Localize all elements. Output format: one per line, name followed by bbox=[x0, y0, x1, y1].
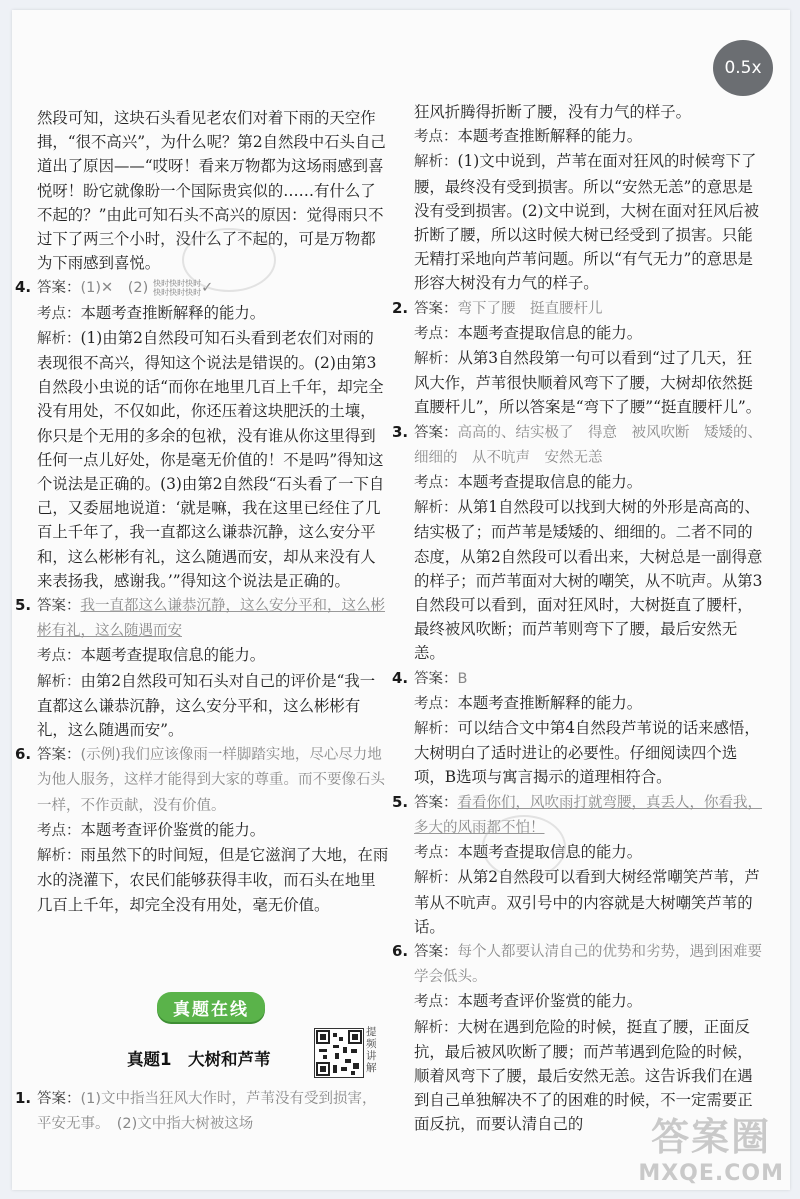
point-text: 本题考查推断解释的能力。 bbox=[80, 303, 266, 322]
analysis-text: (1)由第2自然段可知石头看到老农们对雨的表现很不高兴，得知这个说法是错误的。(2)由第3自然段小虫说的话“而你在地里几百上千年，却完全没有用处，不仅如此，你还压着这块肥沃的土壤，你只是个无用的多余的包袱，没有谁从你这里得到任何一点儿好处，你是毫无价值的！不是吗”得知这个说法是正确的。(3)由第2自然段“石头看了一下自己，又委屈地说道：‘就是嘛，我在这里已经住了几百上千年了，我一直都这么谦恭沉静，这么安分平和，这么彬彬有礼，这么随遇而安，却从来没有人来表扬我，感谢我。’”得知这个说法是正确的。 bbox=[37, 328, 385, 590]
analysis-label: 解析： bbox=[414, 870, 458, 887]
point-text: 本题考查推断解释的能力。 bbox=[457, 127, 643, 146]
item-number: 2. bbox=[392, 298, 409, 317]
paragraph-continued: 然段可知，这块石头看见老农们对着下雨的天空作揖，“很不高兴”，为什么呢？第2自然段中石头自己道出了原因——“哎呀！看来万物都为这场雨感到喜悦呀！盼它就像盼一个国际贵宾似的……有什么了不起的？”由此可知石头不高兴的原因：觉得雨只不过下了两三个小时，没什么了不起的，可是万物都为下雨感到喜悦。 bbox=[37, 109, 386, 273]
answer-label: 答案： bbox=[414, 424, 458, 441]
point-label: 考点： bbox=[37, 648, 81, 665]
analysis-label: 解析： bbox=[414, 154, 458, 171]
analysis-text: 大树在遇到危险的时候，挺直了腰，正面反抗，最后被风吹断了腰；而芦苇遇到危险的时候，顺着风弯下了腰，最后安然无恙。这告诉我们在遇到自己单独解决不了的困难的时候，不一定需要正面反抗，而要认清自己的 bbox=[414, 1017, 753, 1134]
answer-item-2 bbox=[392, 296, 766, 420]
right-column bbox=[392, 100, 766, 1137]
answer-text: 高高的、结实极了 得意 被风吹断 矮矮的、细细的 从不吭声 安然无恙 bbox=[414, 424, 762, 466]
left-column bbox=[15, 106, 389, 917]
answer-label: 答案： bbox=[414, 300, 458, 317]
answer-text: 看看你们，风吹雨打就弯腰，真丢人，你看我，多大的风雨都不怕！ bbox=[414, 794, 762, 836]
analysis-text: 从第3自然段第一句可以看到“过了几天，狂风大作，芦苇很快顺着风弯下了腰，大树却依然挺直腰杆儿”，所以答案是“弯下了腰”“挺直腰杆儿”。 bbox=[414, 349, 762, 417]
analysis-label: 解析： bbox=[414, 351, 458, 368]
item-number: 6. bbox=[15, 745, 32, 764]
point-label: 考点： bbox=[414, 325, 458, 342]
watermark-stamp bbox=[482, 815, 566, 879]
point-label: 考点： bbox=[414, 845, 458, 862]
item-number: 4. bbox=[392, 668, 409, 687]
analysis-label: 解析： bbox=[37, 848, 81, 865]
answer-item-1 bbox=[15, 1086, 389, 1136]
analysis-label: 解析： bbox=[414, 500, 458, 517]
answer-text: (示例)我们应该像雨一样脚踏实地，尽心尽力地为他人服务，这样才能得到大家的尊重。而不要像石头一样，不作贡献，没有价值。 bbox=[37, 747, 385, 814]
answer-label: 答案： bbox=[37, 598, 81, 615]
answer-label: 答案： bbox=[37, 1091, 81, 1107]
answer-text: (1)文中指当狂风大作时，芦苇没有受到损害，平安无事。 (2)文中指大树被这场 bbox=[37, 1091, 377, 1133]
point-text: 本题考查提取信息的能力。 bbox=[457, 323, 643, 342]
point-label: 考点： bbox=[414, 695, 458, 712]
analysis-text: (1)文中说到，芦苇在面对狂风的时候弯下了腰，最终没有受到损害。所以“安然无恙”的意思是没有受到损害。(2)文中说到，大树在面对狂风后被折断了腰，所以这时候大树已经受到了损害。只能无精打采地向芦苇问题。所以“有气无力”的意思是形容大树没有力气的样子。 bbox=[414, 152, 760, 293]
answer-label: 答案： bbox=[37, 280, 81, 297]
zoom-level-badge[interactable]: 0.5x bbox=[713, 40, 773, 96]
analysis-label: 解析： bbox=[414, 1019, 458, 1036]
answer-text: 弯下了腰 挺直腰杆儿 bbox=[457, 300, 603, 317]
analysis-label: 解析： bbox=[37, 673, 81, 690]
analysis-text: 雨虽然下的时间短，但是它滋润了大地，在雨水的浇灌下，农民们能够获得丰收，而石头在地里几百上千年，却完全没有用处，毫无价值。 bbox=[37, 846, 389, 914]
qr-code-icon[interactable] bbox=[314, 1028, 364, 1078]
answer-text: B bbox=[457, 670, 468, 687]
item-number: 1. bbox=[15, 1089, 32, 1107]
answer-item-3 bbox=[392, 420, 766, 666]
item-number: 5. bbox=[15, 596, 32, 615]
left-bottom bbox=[15, 1086, 389, 1136]
answer-item-5 bbox=[15, 593, 389, 742]
check-mark: ✓ bbox=[201, 280, 214, 297]
item-number: 3. bbox=[392, 422, 409, 441]
point-label: 考点： bbox=[37, 305, 81, 322]
point-label: 考点： bbox=[414, 475, 458, 492]
analysis-text: 由第2自然段可知石头对自己的评价是“我一直都这么谦恭沉静，这么安分平和，这么彬彬有礼，这么随遇而安”。 bbox=[37, 671, 376, 740]
answer-text: (1)✕ (2) bbox=[80, 280, 149, 297]
handwritten-note: 快时快时快时 快时快时快时 bbox=[153, 279, 202, 298]
question-title: 真题1 大树和芦苇 bbox=[127, 1050, 271, 1069]
item-number: 4. bbox=[15, 278, 32, 297]
answer-text: 每个人都要认清自己的优势和劣势，遇到困难要学会低头。 bbox=[414, 943, 762, 986]
analysis-text: 从第1自然段可以找到大树的外形是高高的、结实极了；而芦苇是矮矮的、细细的。二者不同的态度，从第2自然段可以看出来，大树总是一副得意的样子；而芦苇面对大树的嘲笑，从不吭声。从第3自然段可以看到，面对狂风时，大树挺直了腰杆，最终被风吹断；而芦苇则弯下了腰，最后安然无恙。 bbox=[414, 498, 763, 663]
document-page bbox=[12, 10, 790, 1190]
answer-label: 答案： bbox=[414, 794, 458, 811]
analysis-text: 从第2自然段可以看到大树经常嘲笑芦苇，芦苇从不吭声。双引号中的内容就是大树嘲笑芦苇的话。 bbox=[414, 868, 760, 936]
point-label: 考点： bbox=[37, 822, 81, 839]
answer-item-6 bbox=[15, 742, 389, 916]
point-text: 本题考查评价鉴赏的能力。 bbox=[457, 992, 643, 1011]
item-number: 6. bbox=[392, 941, 409, 960]
analysis-text: 可以结合文中第4自然段芦苇说的话来感悟，大树明白了适时进让的必要性。仔细阅读四个选项，B选项与寓言揭示的道理相符合。 bbox=[414, 719, 760, 787]
point-text: 本题考查提取信息的能力。 bbox=[457, 473, 643, 492]
item-number: 5. bbox=[392, 792, 409, 811]
answer-label: 答案： bbox=[414, 670, 458, 687]
paragraph-continued: 狂风折腾得折断了腰，没有力气的样子。 bbox=[414, 103, 692, 121]
answer-item-5 bbox=[392, 790, 766, 939]
answer-item-4 bbox=[15, 275, 389, 593]
analysis-label: 解析： bbox=[37, 330, 81, 347]
point-text: 本题考查评价鉴赏的能力。 bbox=[80, 820, 266, 839]
point-text: 本题考查推断解释的能力。 bbox=[457, 693, 643, 712]
answer-item-4 bbox=[392, 666, 766, 790]
section-banner: 真题在线 bbox=[157, 992, 265, 1022]
point-text: 本题考查提取信息的能力。 bbox=[80, 646, 266, 665]
point-label: 考点： bbox=[414, 994, 458, 1011]
watermark-stamp bbox=[182, 228, 276, 292]
answer-label: 答案： bbox=[37, 747, 81, 764]
answer-label: 答案： bbox=[414, 943, 458, 960]
qr-label: 提频讲解 bbox=[366, 1026, 377, 1074]
answer-text: 我一直都这么谦恭沉静，这么安分平和，这么彬彬有礼，这么随遇而安 bbox=[37, 598, 385, 640]
point-label: 考点： bbox=[414, 129, 458, 146]
point-text: 本题考查提取信息的能力。 bbox=[457, 843, 643, 862]
analysis-label: 解析： bbox=[414, 721, 458, 738]
watermark-logo: 答案圈 MXQE.COM bbox=[638, 1115, 784, 1186]
